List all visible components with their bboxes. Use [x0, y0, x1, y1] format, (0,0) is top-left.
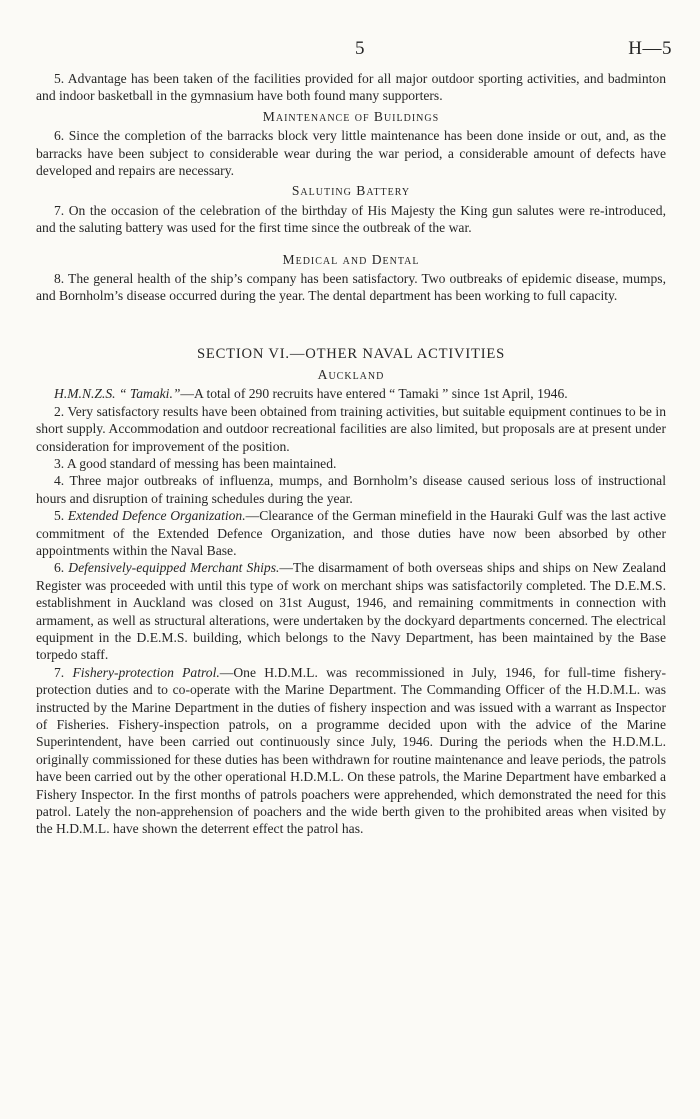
item-6-lead: Defensively-equipped Merchant Ships. — [68, 560, 280, 576]
heading-maintenance-of-buildings: Maintenance of Buildings — [262, 108, 440, 124]
paragraph-8-health: 8. The general health of the ship’s company has been satisfactory. Two outbreaks of epidemic disease, mumps, and Bornholm’s disease occurred during the year. The dental department has been working to full capacity. — [36, 271, 666, 304]
item-7-text: —One H.D.M.L. was recommissioned in July, 1946, for full-time fishery-protection duties and to co-operate with the Marine Department. The Commanding Officer of the H.D.M.L. was instructed by the Marine Department in the duties of fishery inspection and was issued with a warrant as Inspector of Fisheries. Fishery-inspection patrols, on a programme decided upon with the advice of the Marine Superintendent, have been carried out continuously since July, 1946. During the periods when the H.D.M.L. originally commissioned for these duties has been withdrawn for routine maintenance and leave periods, the patrols have been carried out by the other operational H.D.M.L. On these patrols, the Marine Department have embarked a Fishery Inspector. In the first months of patrols poachers were apprehended, which demonstrated the need for this patrol. Lately the non-apprehension of poachers and the wide berth given to the prohibited areas when visited by the H.D.M.L. have shown the deterrent effect the patrol has. — [36, 664, 666, 837]
item-4-outbreaks: 4. Three major outbreaks of influenza, mumps, and Bornholm’s disease caused serious loss of instructional hours and disruption of training schedules during the year. — [36, 473, 666, 506]
heading-auckland: Auckland — [317, 366, 385, 382]
paragraph-6-completion: 6. Since the completion of the barracks block very little maintenance has been done inside or out, and, as the barracks have been subject to considerable wear during the war period, a considerable amount of defects have developed and repairs are necessary. — [36, 128, 666, 179]
item-7-lead: Fishery-protection Patrol. — [72, 664, 220, 680]
item-5-lead: Extended Defence Organization. — [67, 508, 246, 524]
item-7-fishery-patrol — [36, 664, 666, 838]
item-6-number: 6. — [54, 560, 65, 576]
item-3-messing: 3. A good standard of messing has been maintained. — [54, 455, 337, 471]
item-1-tamaki — [36, 385, 666, 402]
heading-medical-and-dental: Medical and Dental — [282, 251, 420, 267]
item-5-number: 5. — [54, 508, 65, 524]
page-number: 5 — [355, 38, 365, 59]
item-7-number: 7. — [54, 664, 65, 680]
item-5-extended-defence — [36, 507, 666, 559]
item-6-dems — [36, 559, 666, 663]
paragraph-7-occasion: 7. On the occasion of the celebration of the birthday of His Majesty the King gun salutes were re-introduced, and the saluting battery was used for the first time since the outbreak of the war. — [36, 202, 666, 236]
item-1-lead: H.M.N.Z.S. “ Tamaki.” — [54, 386, 181, 402]
series-reference: H—5 — [628, 38, 672, 59]
heading-saluting-battery: Saluting Battery — [291, 183, 411, 199]
item-5-text: —Clearance of the German minefield in the Hauraki Gulf was the last active commitment of the Extended Defence Organization, and those duties have now been absorbed by other appointments within the Naval Base. — [36, 508, 666, 558]
item-2-training: 2. Very satisfactory results have been obtained from training activities, but suitable equipment continues to be in short supply. Accommodation and outdoor recreational facilities are also limited, but proposals are at present under consideration for improvement of the position. — [36, 403, 666, 454]
paragraph-5-advantage: 5. Advantage has been taken of the facilities provided for all major outdoor sporting activities, and badminton and indoor basketball in the gymnasium have both found many supporters. — [36, 71, 666, 104]
item-1-text: —A total of 290 recruits have entered “ Tamaki ” since 1st April, 1946. — [180, 386, 568, 402]
page-header — [0, 38, 700, 62]
document-body — [36, 70, 666, 838]
item-6-text: —The disarmament of both overseas ships and ships on New Zealand Register was proceeded with until this type of work on merchant ships was satisfactorily completed. The D.E.M.S. establishment in Auckland was closed on 31st August, 1946, and remaining commitments in connection with armament, as well as structural alterations, were undertaken by the dockyard departments concerned. The electrical equipment in the D.E.M.S. building, which belongs to the Navy Department, has been maintained by the Base torpedo staff. — [36, 560, 666, 663]
section-title: SECTION VI.—OTHER NAVAL ACTIVITIES — [197, 345, 505, 362]
